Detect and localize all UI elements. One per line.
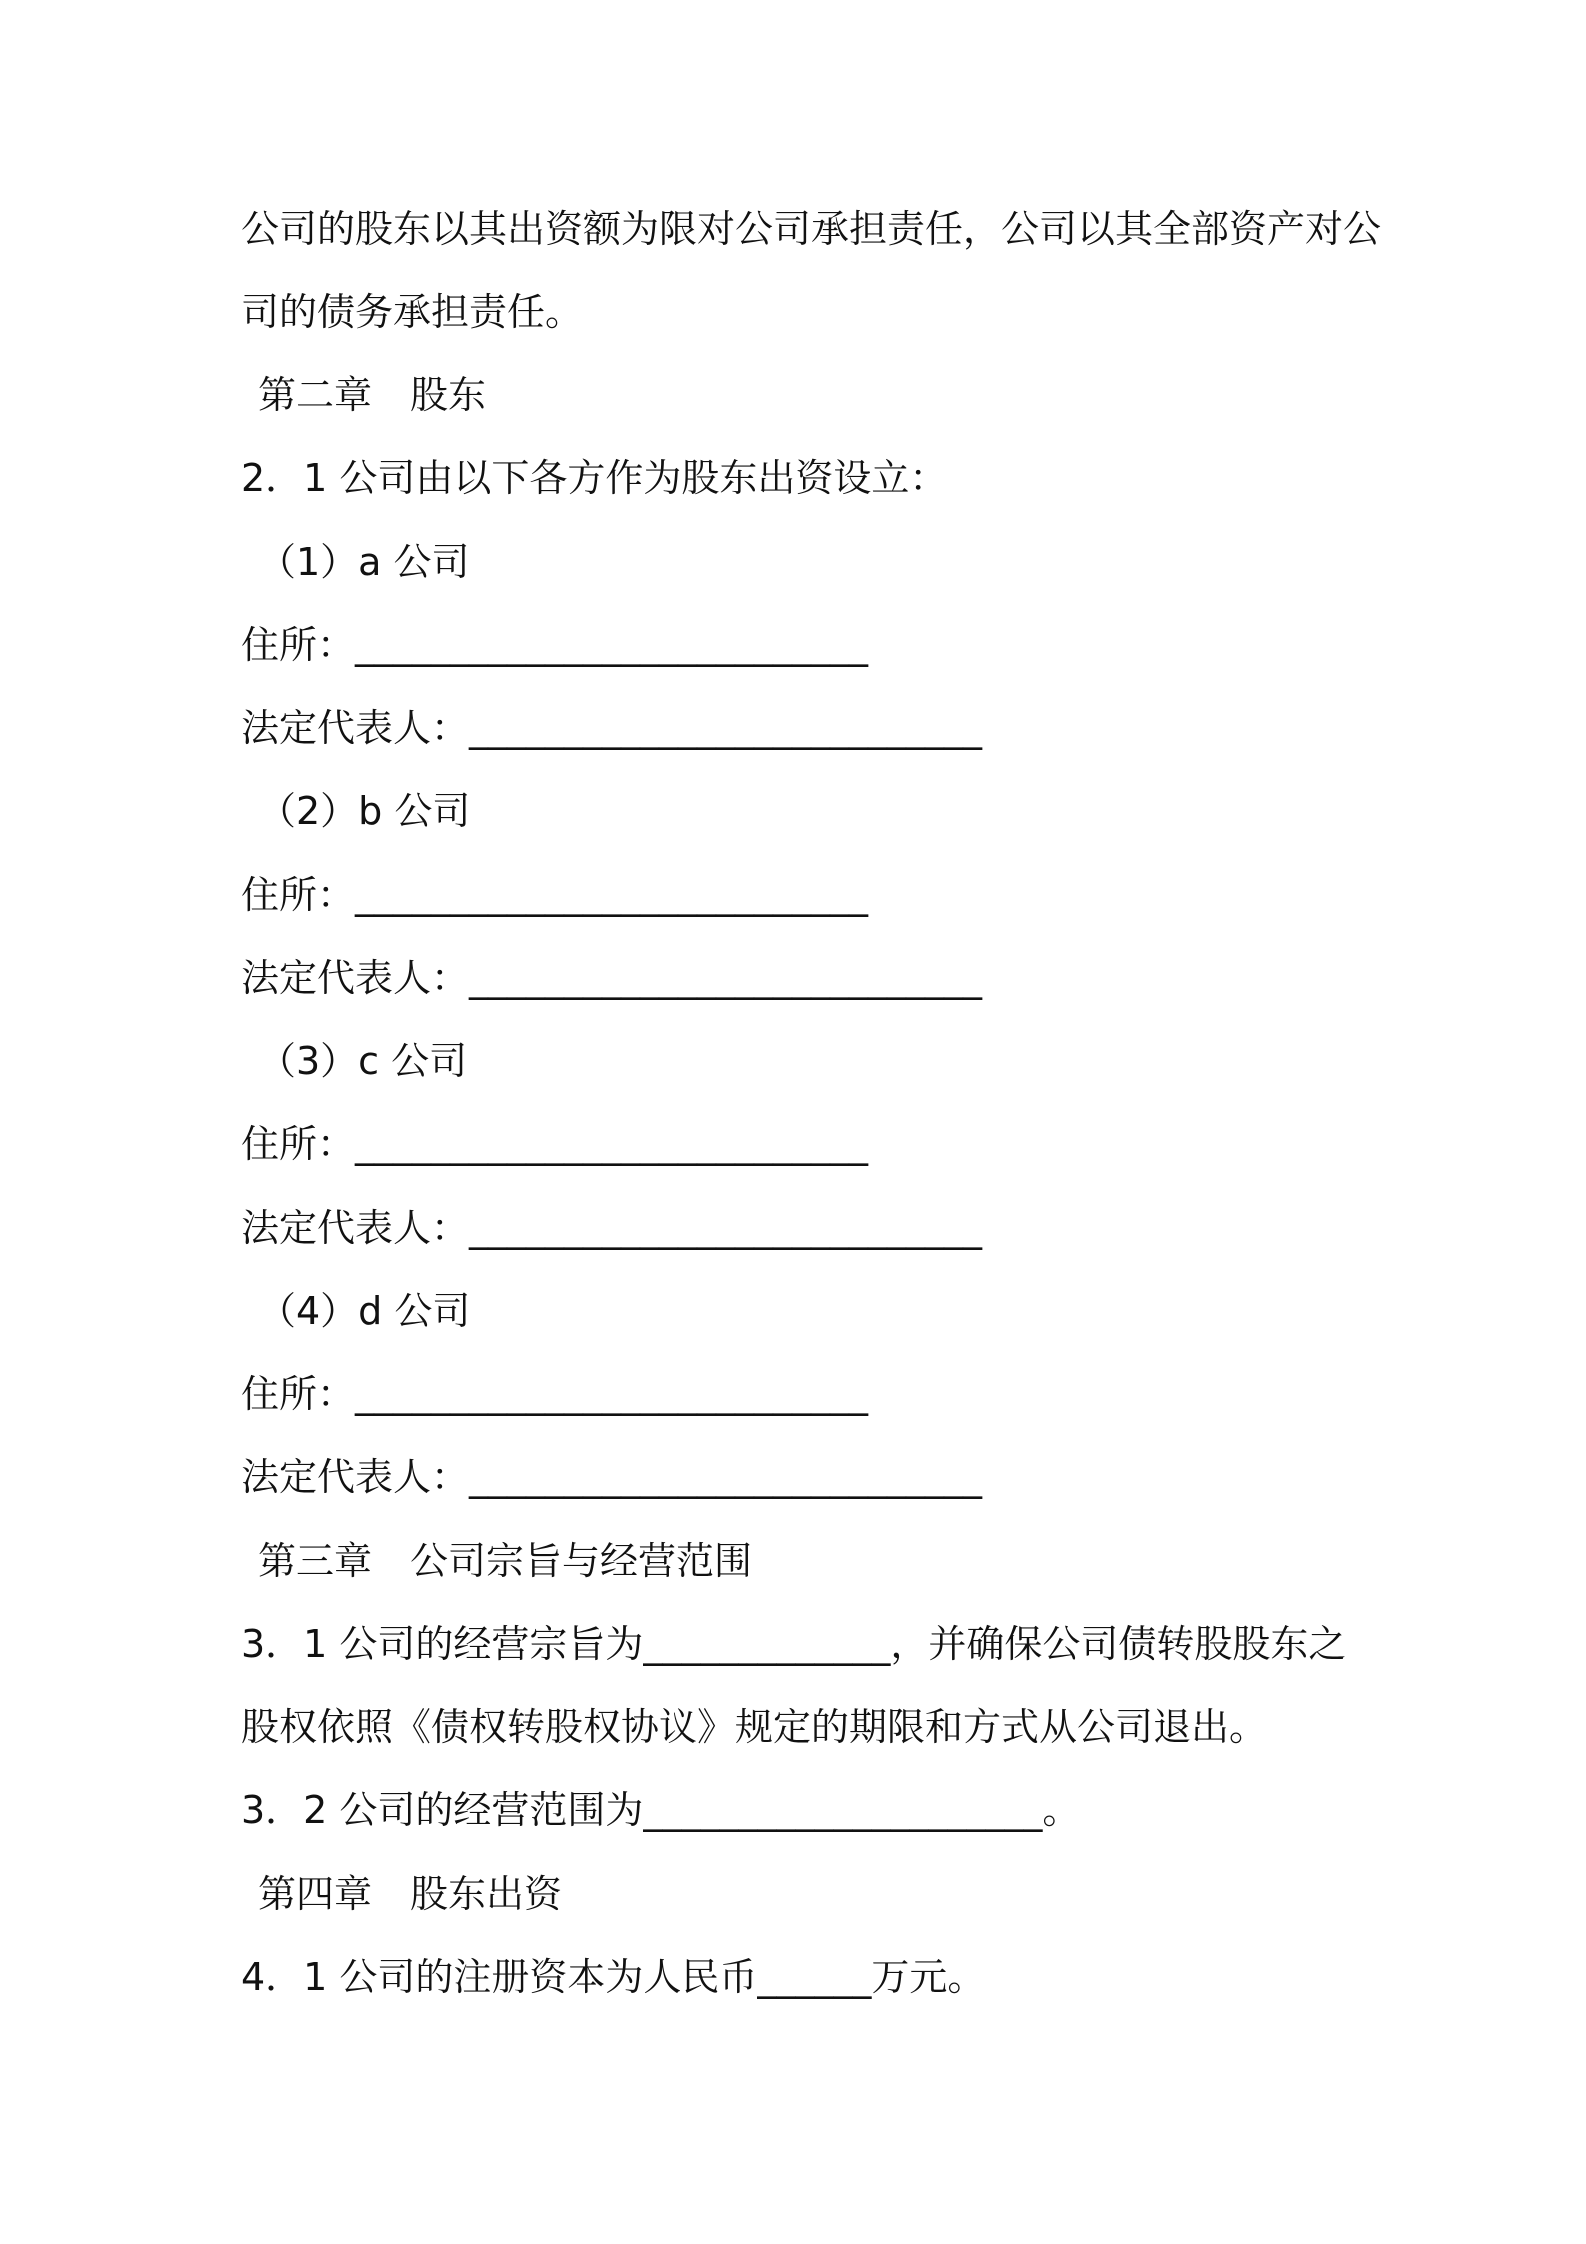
body-paragraph-line: 公司的股东以其出资额为限对公司承担责任，公司以其全部资产对公: [241, 207, 1382, 251]
chapter-heading: 第四章 股东出资: [258, 1872, 563, 1916]
shareholder-item: （4）d 公司: [258, 1289, 471, 1333]
legal-representative-field: 法定代表人：___________________________: [241, 1455, 983, 1499]
clause-line: 4．1 公司的注册资本为人民币______万元。: [241, 1955, 986, 1999]
legal-representative-field: 法定代表人：___________________________: [241, 956, 983, 1000]
address-field: 住所：___________________________: [241, 1122, 869, 1166]
legal-representative-field: 法定代表人：___________________________: [241, 1206, 983, 1250]
address-field: 住所：___________________________: [241, 623, 869, 667]
address-field: 住所：___________________________: [241, 873, 869, 917]
clause-line: 3．1 公司的经营宗旨为_____________，并确保公司债转股股东之: [241, 1622, 1347, 1666]
shareholder-item: （1）a 公司: [258, 540, 470, 584]
body-paragraph-line: 司的债务承担责任。: [241, 290, 584, 334]
address-field: 住所：___________________________: [241, 1372, 869, 1416]
clause-line: 股权依照《债权转股权协议》规定的期限和方式从公司退出。: [241, 1705, 1268, 1749]
clause-line: 2．1 公司由以下各方作为股东出资设立：: [241, 456, 948, 500]
chapter-heading: 第三章 公司宗旨与经营范围: [258, 1539, 753, 1583]
shareholder-item: （2）b 公司: [258, 789, 471, 833]
clause-line: 3．2 公司的经营范围为_____________________。: [241, 1788, 1081, 1832]
shareholder-item: （3）c 公司: [258, 1039, 468, 1083]
legal-representative-field: 法定代表人：___________________________: [241, 706, 983, 750]
chapter-heading: 第二章 股东: [258, 373, 487, 417]
